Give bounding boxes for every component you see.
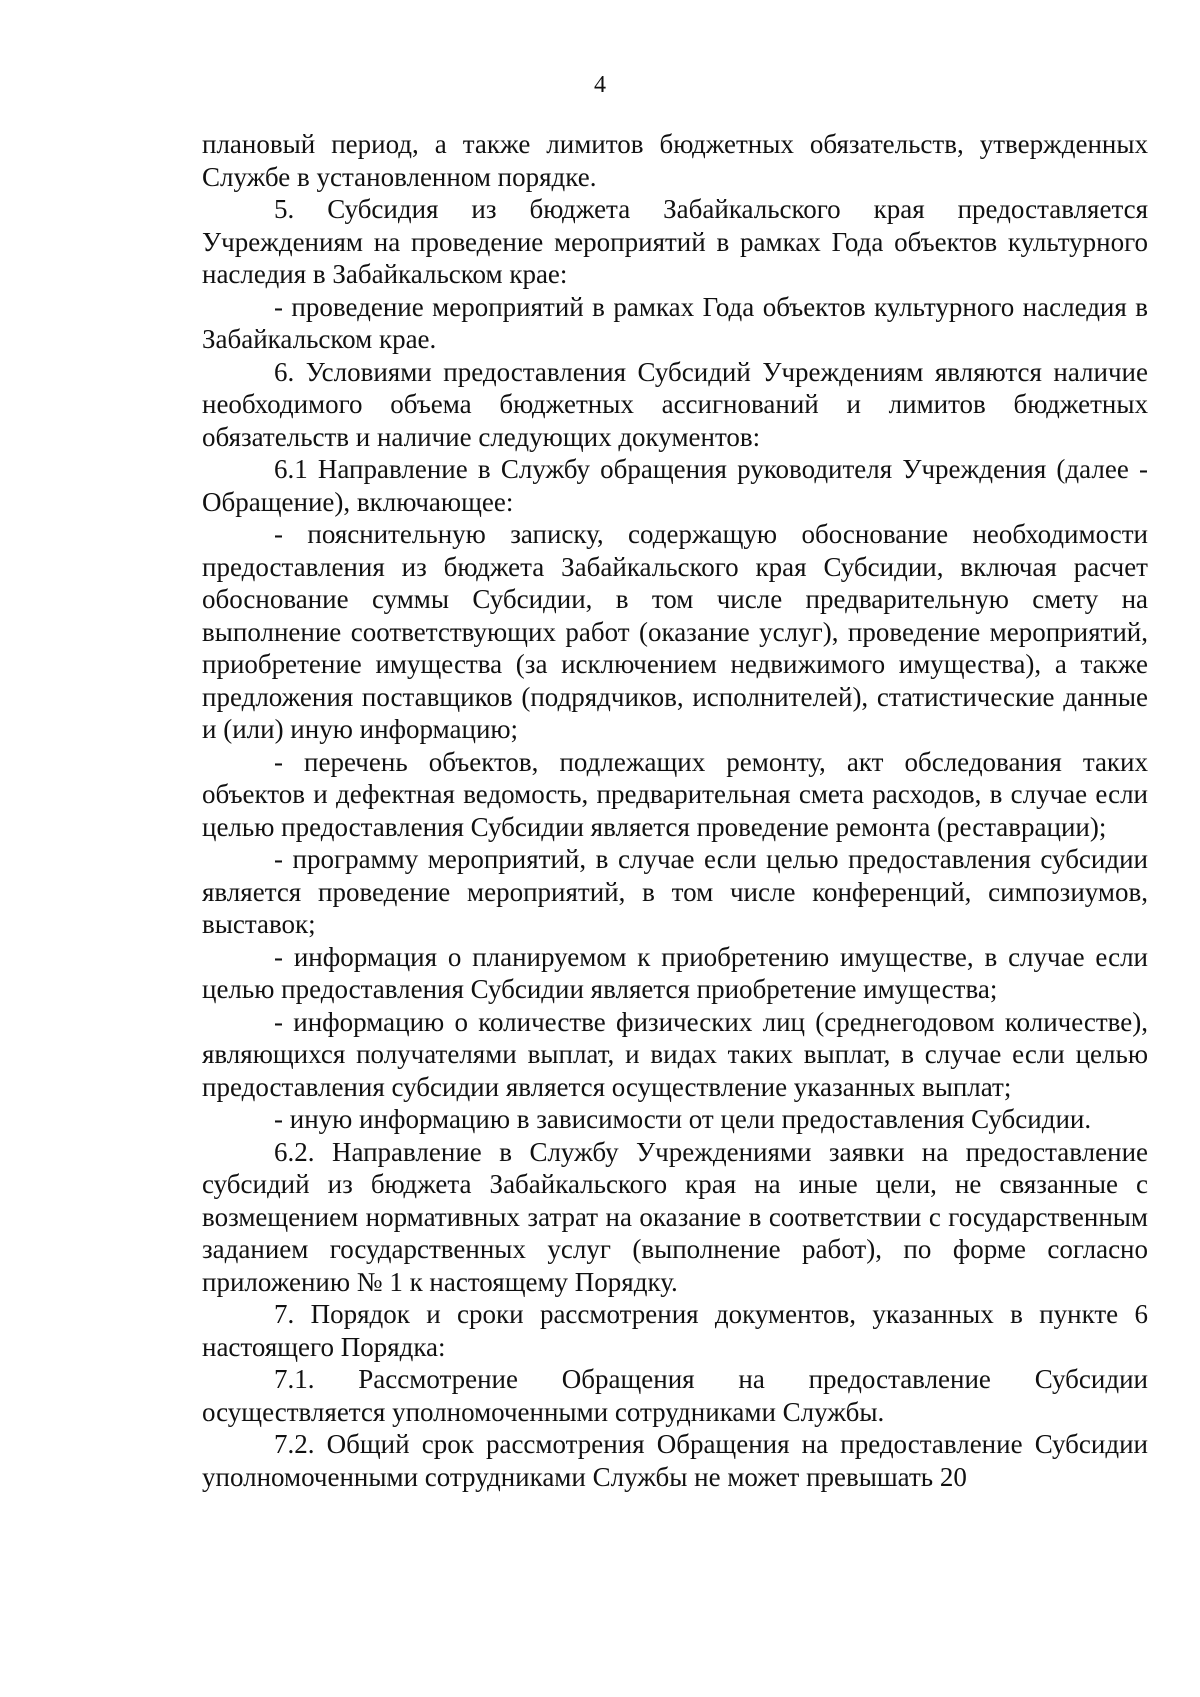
paragraph-bullet: - иную информацию в зависимости от цели предоставления Субсидии. [274,1104,1092,1134]
paragraph-item-7: 7. Порядок и сроки рассмотрения документов, указанных в пункте 6 настоящего Порядка: [202,1299,1148,1362]
page-number: 4 [594,72,606,98]
paragraph-item-7-2: 7.2. Общий срок рассмотрения Обращения на предоставление Субсидии уполномоченными сотрудниками Службы не может превышать 20 [202,1429,1148,1492]
paragraph-bullet: - перечень объектов, подлежащих ремонту, акт обследования таких объектов и дефектная ведомость, предварительная смета расходов, в случае если целью предоставления Субсидии является проведение ремонта (реставрации); [202,746,1148,842]
paragraph-item-5: 5. Субсидия из бюджета Забайкальского края предоставляется Учреждениям на проведение мероприятий в рамках Года объектов культурного наследия в Забайкальском крае: [202,194,1148,289]
paragraph-bullet: - проведение мероприятий в рамках Года объектов культурного наследия в Забайкальском крае. [202,291,1148,354]
paragraph-continuation: плановый период, а также лимитов бюджетных обязательств, утвержденных Службе в установленном порядке. [202,129,1148,192]
document-body [202,128,1148,1493]
paragraph-item-6-2: 6.2. Направление в Службу Учреждениями заявки на предоставление субсидий из бюджета Забайкальского края на иные цели, не связанные с возмещением нормативных затрат на оказание в соответствии с государственным заданием государственных услуг (выполнение работ), по форме согласно приложению № 1 к настоящему Порядку. [202,1136,1148,1297]
paragraph-bullet: - пояснительную записку, содержащую обоснование необходимости предоставления из бюджета Забайкальского края Субсидии, включая расчет обоснование суммы Субсидии, в том числе предварительную смету на выполнение соответствующих работ (оказание услуг), проведение мероприятий, приобретение имущества (за исключением недвижимого имущества), а также предложения поставщиков (подрядчиков, исполнителей), статистические данные и (или) иную информацию; [202,519,1148,744]
paragraph-item-6-1: 6.1 Направление в Службу обращения руководителя Учреждения (далее - Обращение), включающее: [202,454,1148,517]
paragraph-item-7-1: 7.1. Рассмотрение Обращения на предоставление Субсидии осуществляется уполномоченными сотрудниками Службы. [202,1364,1148,1427]
paragraph-item-6: 6. Условиями предоставления Субсидий Учреждениям являются наличие необходимого объема бюджетных ассигнований и лимитов бюджетных обязательств и наличие следующих документов: [202,356,1148,452]
paragraph-bullet: - программу мероприятий, в случае если целью предоставления субсидии является проведение мероприятий, в том числе конференций, симпозиумов, выставок; [202,844,1148,939]
paragraph-bullet: - информация о планируемом к приобретению имуществе, в случае если целью предоставления Субсидии является приобретение имущества; [202,941,1148,1004]
paragraph-bullet: - информацию о количестве физических лиц (среднегодовом количестве), являющихся получателями выплат, и видах таких выплат, в случае если целью предоставления субсидии является осуществление указанных выплат; [202,1006,1148,1102]
